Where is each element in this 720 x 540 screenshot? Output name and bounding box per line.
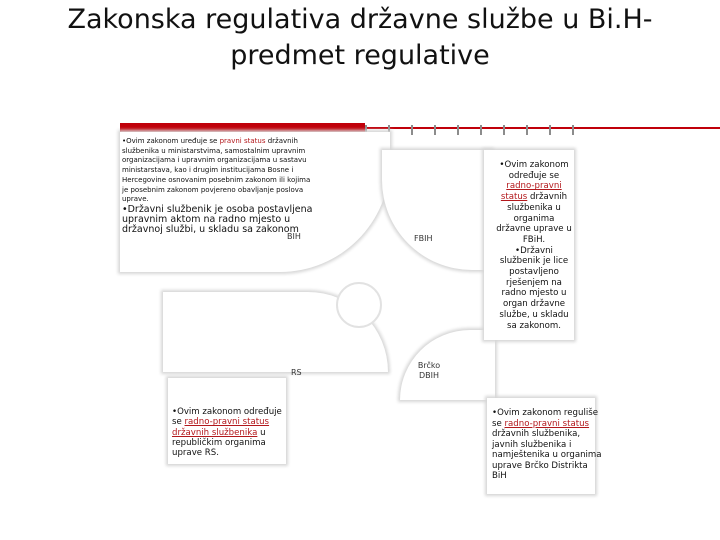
slide-title [0,2,720,74]
bih-bullet-2: •Državni službenik je osoba postavljena upravnim aktom na radno mjesto u državnoj službi, u skladu sa zakonom [122,203,313,235]
brcko-bullet-part2: državnih službenika, javnih službenika i namještenika u organima uprave Brčko Distrikta BiH [492,429,602,481]
fbih-text [496,160,572,331]
fbih-bullet-1-part2: državnih službenika u organima državne uprave u FBiH. [496,192,572,245]
label-bih: BIH [287,232,301,241]
center-ring [336,282,382,328]
rs-bullet-part2: u republičkim organima uprave RS. [172,427,266,459]
label-brcko-line-2: DBIH [418,371,440,380]
brcko-bullet-highlight: radno-pravni status [504,418,590,429]
fbih-bullet-1-part1: •Ovim zakonom određuje se [499,160,569,181]
bih-text [122,137,317,235]
brcko-text [492,408,602,482]
label-rs: RS [291,368,302,377]
title-line-2: predmet regulative [230,40,490,71]
bih-bullet-1-prefix: •Ovim zakonom uređuje se [122,137,220,145]
fbih-bullet-2: •Državni službenik je lice postavljeno rješenjem na radno mjesto u organ državne službe, u skladu sa zakonom. [499,245,569,331]
bih-bullet-1-rest: državnih službenika u ministarstvima, samostalnim upravnim organizacijama i upravnim organizacijama u sastavu ministarstava, kao i drugim institucijama Bosne i Hercegovine osnovanim posebnim zakonom ili kojima je posebnim zakonom povjereno obavljanje poslova uprave. [122,137,311,204]
label-brcko-line-1: Brčko [417,361,441,370]
fbih-bullet-1 [496,160,572,246]
rs-bullet-part1: •Ovim zakonom određuje se [172,407,282,428]
title-line-1: Zakonska regulativa državne službe u Bi.H- [67,4,653,35]
accent-ticks [365,120,605,130]
brcko-bullet [492,408,602,482]
rs-bullet [172,407,290,458]
fbih-bullet-1-highlight: radno-pravni status [500,181,562,203]
quadrant-brcko [400,330,495,400]
label-brcko [416,361,442,381]
bih-bullet-1-highlight: pravni status [219,137,266,145]
label-fbih: FBIH [414,234,433,243]
bih-bullet-1 [122,137,317,205]
quadrant-fbih [382,150,492,270]
rs-bullet-highlight: radno-pravni status državnih službenika [172,417,270,438]
brcko-bullet-part1: •Ovim zakonom reguliše se [492,408,598,429]
rs-text [172,407,290,458]
